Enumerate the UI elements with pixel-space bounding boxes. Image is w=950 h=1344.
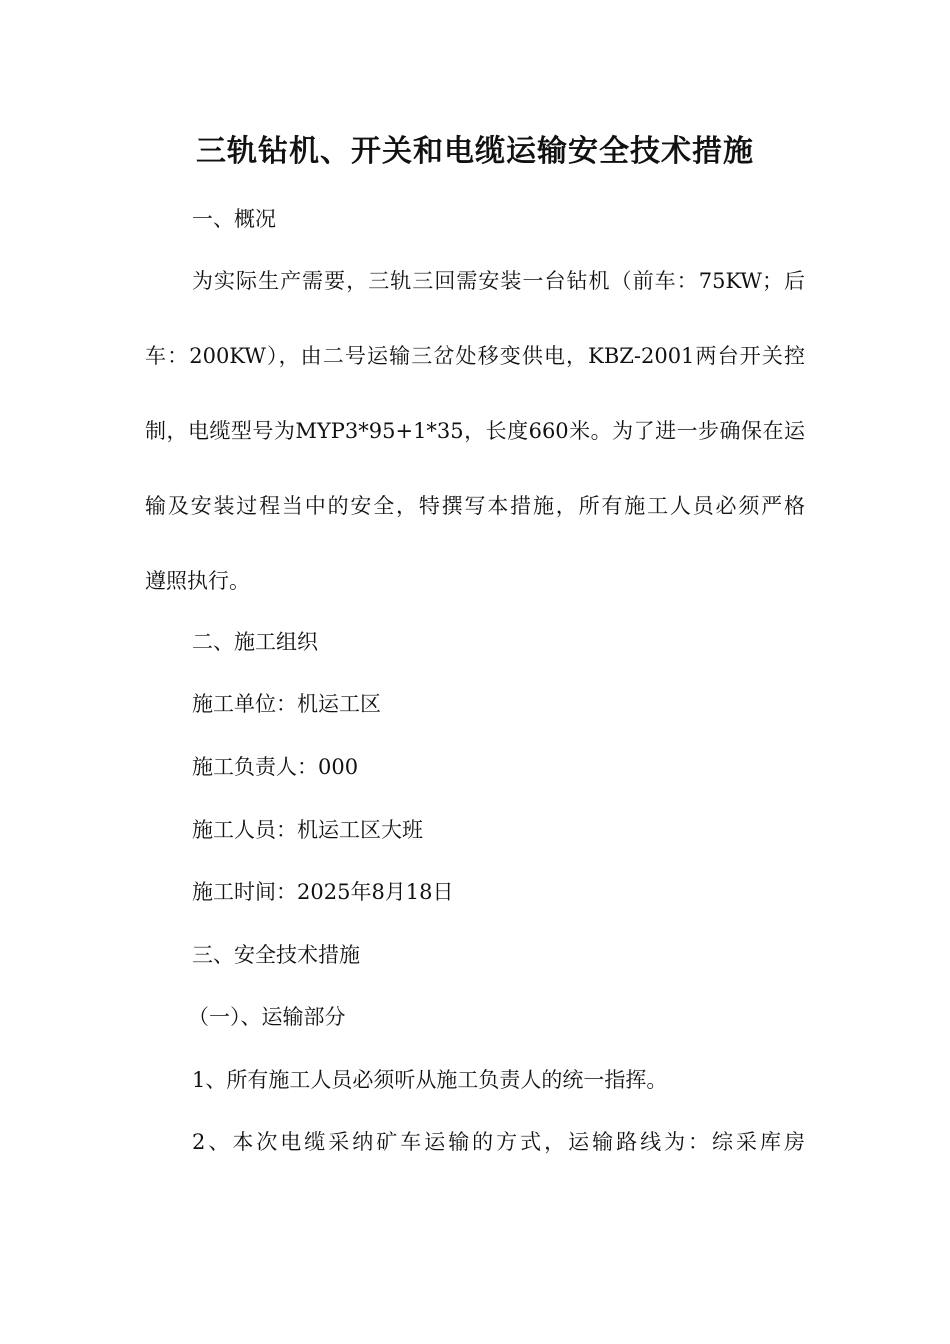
construction-unit: 施工单位：机运工区 — [192, 692, 381, 716]
section-heading-organization: 二、施工组织 — [192, 630, 318, 654]
section-heading-overview: 一、概况 — [192, 207, 276, 231]
document-title: 三轨钻机、开关和电缆运输安全技术措施 — [196, 134, 754, 169]
section-heading-safety: 三、安全技术措施 — [192, 943, 360, 967]
paragraph-line-1: 为实际生产需要，三轨三回需安装一台钻机（前车：75KW；后 — [192, 269, 805, 293]
construction-staff: 施工人员：机运工区大班 — [192, 818, 423, 842]
paragraph-line-2: 车：200KW），由二号运输三岔处移变供电，KBZ-2001两台开关控 — [145, 344, 805, 368]
subsection-heading-transport: （一）、运输部分 — [188, 1005, 346, 1029]
construction-time: 施工时间：2025年8月18日 — [192, 880, 454, 904]
construction-leader: 施工负责人：000 — [192, 755, 359, 779]
list-item-1: 1、所有施工人员必须听从施工负责人的统一指挥。 — [192, 1068, 668, 1092]
list-item-2: 2、本次电缆采纳矿车运输的方式，运输路线为：综采库房 — [192, 1130, 805, 1154]
paragraph-line-3: 制，电缆型号为MYP3*95+1*35，长度660米。为了进一步确保在运 — [145, 419, 805, 443]
paragraph-line-5: 遵照执行。 — [145, 569, 250, 593]
paragraph-line-4: 输及安装过程当中的安全，特撰写本措施，所有施工人员必须严格 — [145, 494, 805, 518]
